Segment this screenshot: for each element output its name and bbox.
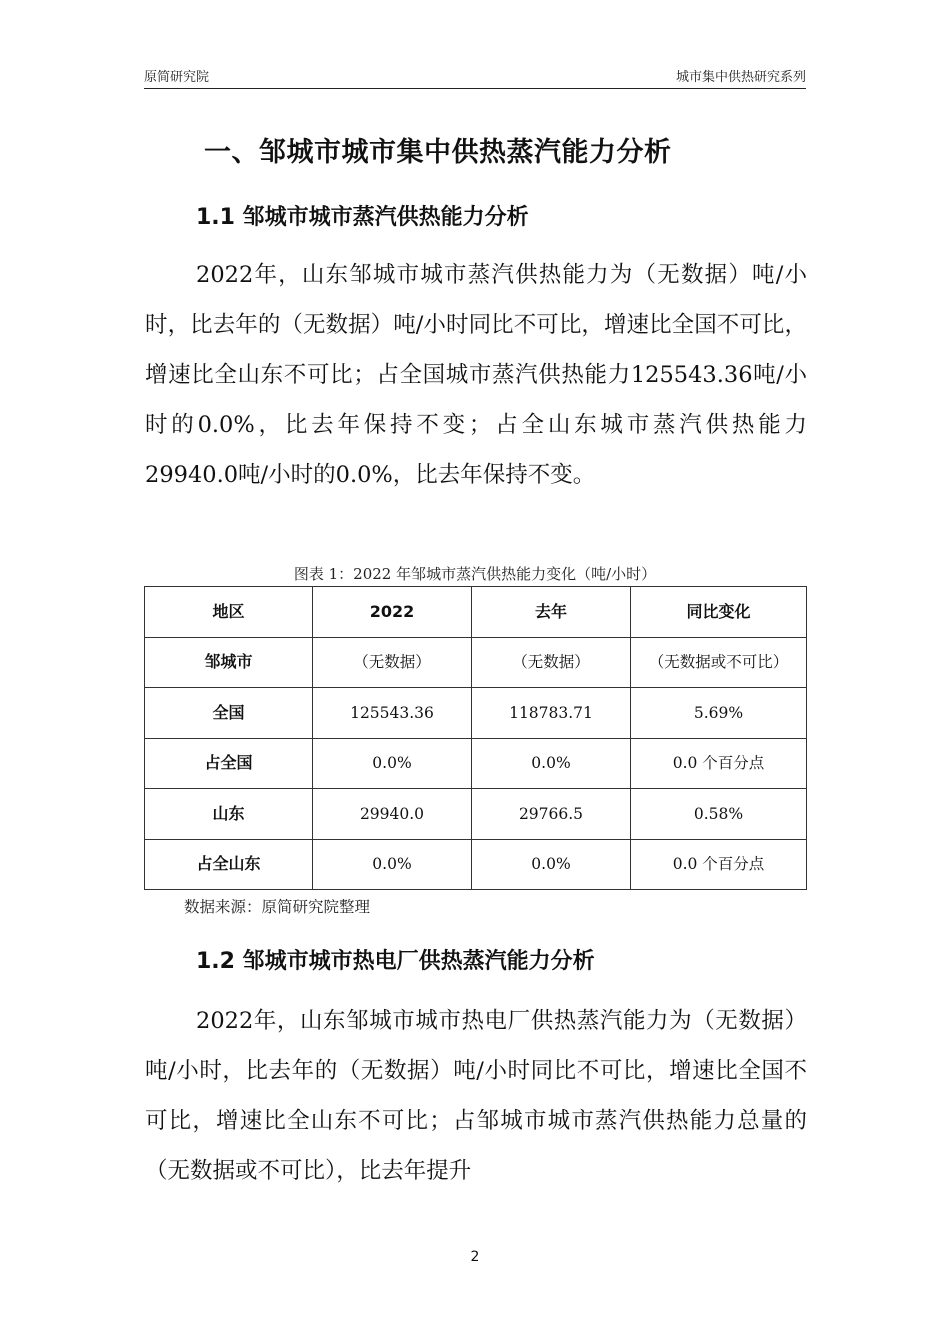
col-header-2022: 2022 xyxy=(313,587,472,638)
col-header-last-year: 去年 xyxy=(472,587,631,638)
row-label: 邹城市 xyxy=(145,637,313,688)
chapter-title: 一、邹城市城市集中供热蒸汽能力分析 xyxy=(204,137,672,168)
section-1-1-heading: 1.1 邹城市城市蒸汽供热能力分析 xyxy=(196,205,529,230)
table-cell: 0.0 个百分点 xyxy=(631,738,807,789)
col-header-yoy-change: 同比变化 xyxy=(631,587,807,638)
table-cell: 125543.36 xyxy=(313,688,472,739)
table-cell: 0.0 个百分点 xyxy=(631,839,807,890)
table-row xyxy=(145,839,807,890)
table-cell: 0.0% xyxy=(472,738,631,789)
table-row xyxy=(145,738,807,789)
table-cell: （无数据） xyxy=(313,637,472,688)
table-header-row xyxy=(145,587,807,638)
table-cell: 0.0% xyxy=(313,738,472,789)
table-cell: 29766.5 xyxy=(472,789,631,840)
row-label: 山东 xyxy=(145,789,313,840)
table-cell: 118783.71 xyxy=(472,688,631,739)
table-source-note: 数据来源：原简研究院整理 xyxy=(184,898,371,916)
header-series: 城市集中供热研究系列 xyxy=(675,70,806,85)
row-label: 全国 xyxy=(145,688,313,739)
table-cell: （无数据或不可比） xyxy=(631,637,807,688)
table-cell: 29940.0 xyxy=(313,789,472,840)
table-cell: 0.0% xyxy=(313,839,472,890)
capacity-table xyxy=(144,586,807,890)
section-1-2-paragraph: 2022年，山东邹城市城市热电厂供热蒸汽能力为（无数据）吨/小时，比去年的（无数据）吨/小时同比不可比，增速比全国不可比，增速比全山东不可比；占邹城市城市蒸汽供热能力总量的（无数据或不可比），比去年提升 xyxy=(145,1008,807,1184)
row-label: 占全国 xyxy=(145,738,313,789)
table-cell: 5.69% xyxy=(631,688,807,739)
table-row xyxy=(145,688,807,739)
header-divider xyxy=(144,88,806,89)
table-cell: （无数据） xyxy=(472,637,631,688)
table-row xyxy=(145,637,807,688)
section-1-2-heading: 1.2 邹城市城市热电厂供热蒸汽能力分析 xyxy=(196,949,595,974)
table-caption: 图表 1：2022 年邹城市蒸汽供热能力变化（吨/小时） xyxy=(293,565,657,583)
page-header xyxy=(144,66,806,88)
table-cell: 0.0% xyxy=(472,839,631,890)
table-cell: 0.58% xyxy=(631,789,807,840)
page-number: 2 xyxy=(470,1249,480,1265)
col-header-region: 地区 xyxy=(145,587,313,638)
section-1-1-paragraph: 2022年，山东邹城市城市蒸汽供热能力为（无数据）吨/小时，比去年的（无数据）吨/小时同比不可比，增速比全国不可比，增速比全山东不可比；占全国城市蒸汽供热能力125543.36吨/小时的0.0%，比去年保持不变；占全山东城市蒸汽供热能力29940.0吨/小时的0.0%，比去年保持不变。 xyxy=(145,262,807,488)
row-label: 占全山东 xyxy=(145,839,313,890)
table-row xyxy=(145,789,807,840)
header-org: 原简研究院 xyxy=(144,70,210,85)
